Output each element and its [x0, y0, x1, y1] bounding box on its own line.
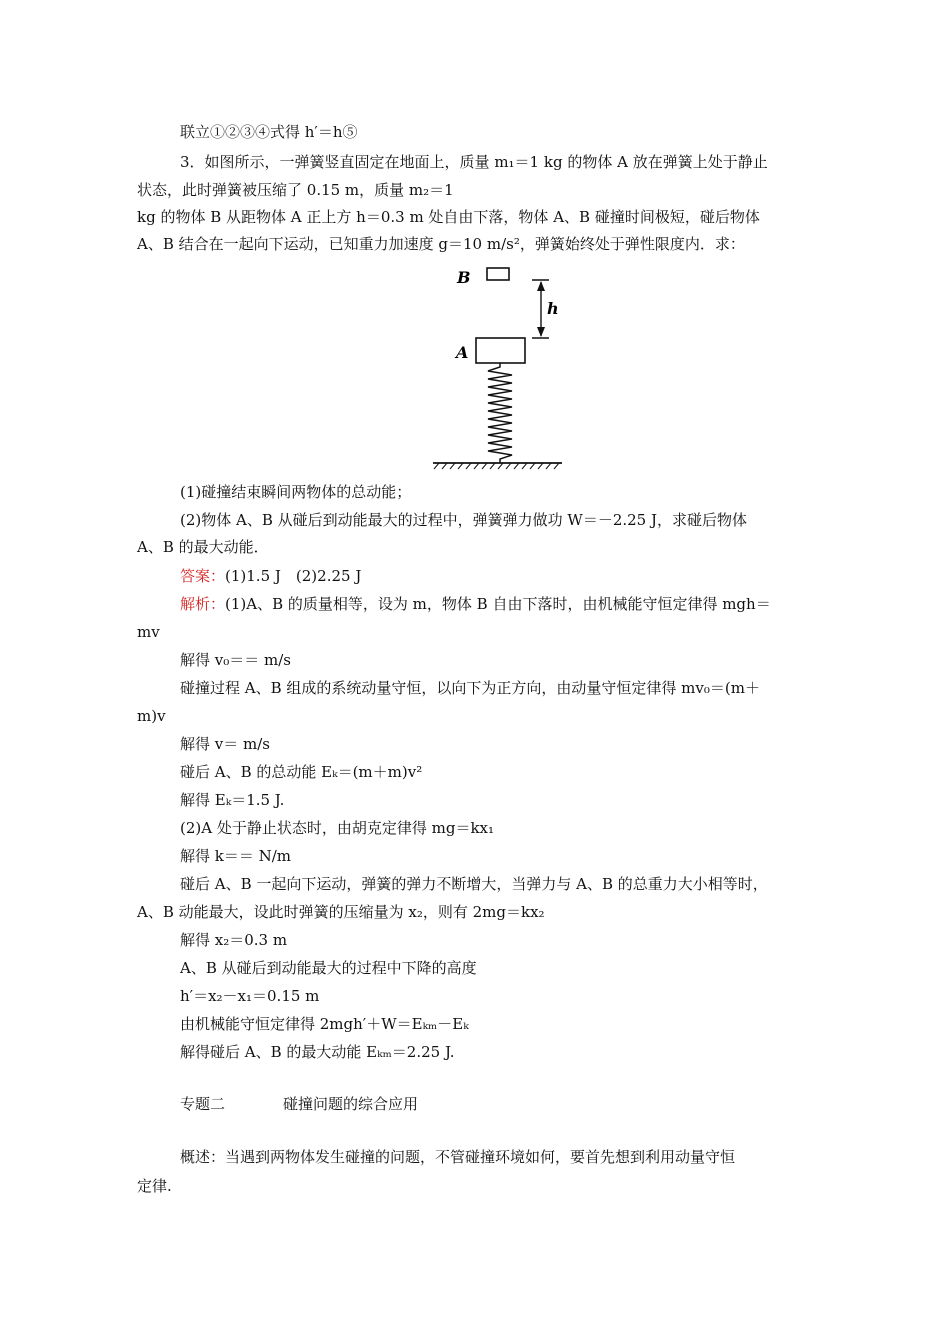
text-line: 解得碰后 A、B 的最大动能 Eₖₘ＝2.25 J. — [180, 1043, 455, 1061]
problem-3-text: 3．如图所示，一弹簧竖直固定在地面上，质量 m₁＝1 kg 的物体 A 放在弹簧上处于静止 — [180, 153, 768, 171]
overview-text: 概述：当遇到两物体发生碰撞的问题，不管碰撞环境如何，要首先想到利用动量守恒 — [180, 1148, 736, 1166]
text-line: 解得 x₂＝0.3 m — [180, 931, 288, 949]
block-b — [487, 268, 509, 280]
block-a — [476, 338, 525, 363]
text-line: 解得 v₀＝＝ m/s — [180, 651, 291, 669]
height-arrow-up — [537, 281, 545, 291]
text-line: h′＝x₂－x₁＝0.15 m — [180, 987, 320, 1005]
text-line: A、B 结合在一起向下运动，已知重力加速度 g＝10 m/s²，弹簧始终处于弹性限度内．求： — [137, 235, 745, 253]
text-line: kg 的物体 B 从距物体 A 正上方 h＝0.3 m 处自由下落，物体 A、B 碰撞时间极短，碰后物体 — [137, 208, 760, 226]
answer-text: (1)1.5 J (2)2.25 J — [225, 567, 362, 585]
label-b: B — [457, 268, 471, 287]
height-arrow-down — [537, 327, 545, 337]
text-line: mv — [137, 623, 160, 641]
text-line: 联立①②③④式得 h′＝h⑤ — [180, 123, 358, 141]
text-line: (2)A 处于静止状态时，由胡克定律得 mg＝kx₁ — [180, 819, 495, 837]
section-number: 专题二 — [180, 1095, 226, 1113]
text-line: 解得 k＝＝ N/m — [180, 847, 292, 865]
spring — [488, 363, 512, 463]
section-title: 碰撞问题的综合应用 — [283, 1095, 419, 1113]
text-line: A、B 从碰后到动能最大的过程中下降的高度 — [180, 959, 477, 977]
text-line: A、B 动能最大，设此时弹簧的压缩量为 x₂，则有 2mg＝kx₂ — [137, 903, 545, 921]
text-line: 解得 v＝ m/s — [180, 735, 270, 753]
text-line: 定律. — [137, 1177, 172, 1195]
text-line: A、B 的最大动能． — [137, 538, 269, 556]
text-line: m)v — [137, 707, 166, 725]
solution-line — [180, 594, 820, 614]
text-line: 碰后 A、B 一起向下运动，弹簧的弹力不断增大，当弹力与 A、B 的总重力大小相等时， — [180, 875, 768, 893]
solution-label: 解析： — [180, 595, 226, 613]
solution-text: (1)A、B 的质量相等，设为 m，物体 B 自由下落时，由机械能守恒定律得 mgh＝ — [225, 595, 771, 613]
text-line: 碰撞过程 A、B 组成的系统动量守恒，以向下为正方向，由动量守恒定律得 mv₀＝(m＋ — [180, 679, 760, 697]
answer-line — [180, 566, 820, 586]
answer-label: 答案： — [180, 567, 226, 585]
text-line: 状态，此时弹簧被压缩了 0.15 m，质量 m₂＝1 — [137, 181, 454, 199]
text-line: 碰后 A、B 的总动能 Eₖ＝(m＋m)v² — [180, 763, 423, 781]
section-heading — [180, 1094, 820, 1114]
text-line: 由机械能守恒定律得 2mgh′＋W＝Eₖₘ－Eₖ — [180, 1015, 469, 1033]
label-a: A — [456, 343, 469, 362]
spring-diagram — [425, 258, 570, 470]
question-2: (2)物体 A、B 从碰后到动能最大的过程中，弹簧弹力做功 W＝－2.25 J，求碰后物体 — [180, 511, 748, 529]
label-h: h — [547, 299, 559, 318]
question-1: (1)碰撞结束瞬间两物体的总动能； — [180, 483, 412, 501]
text-line: 解得 Eₖ＝1.5 J. — [180, 791, 285, 809]
